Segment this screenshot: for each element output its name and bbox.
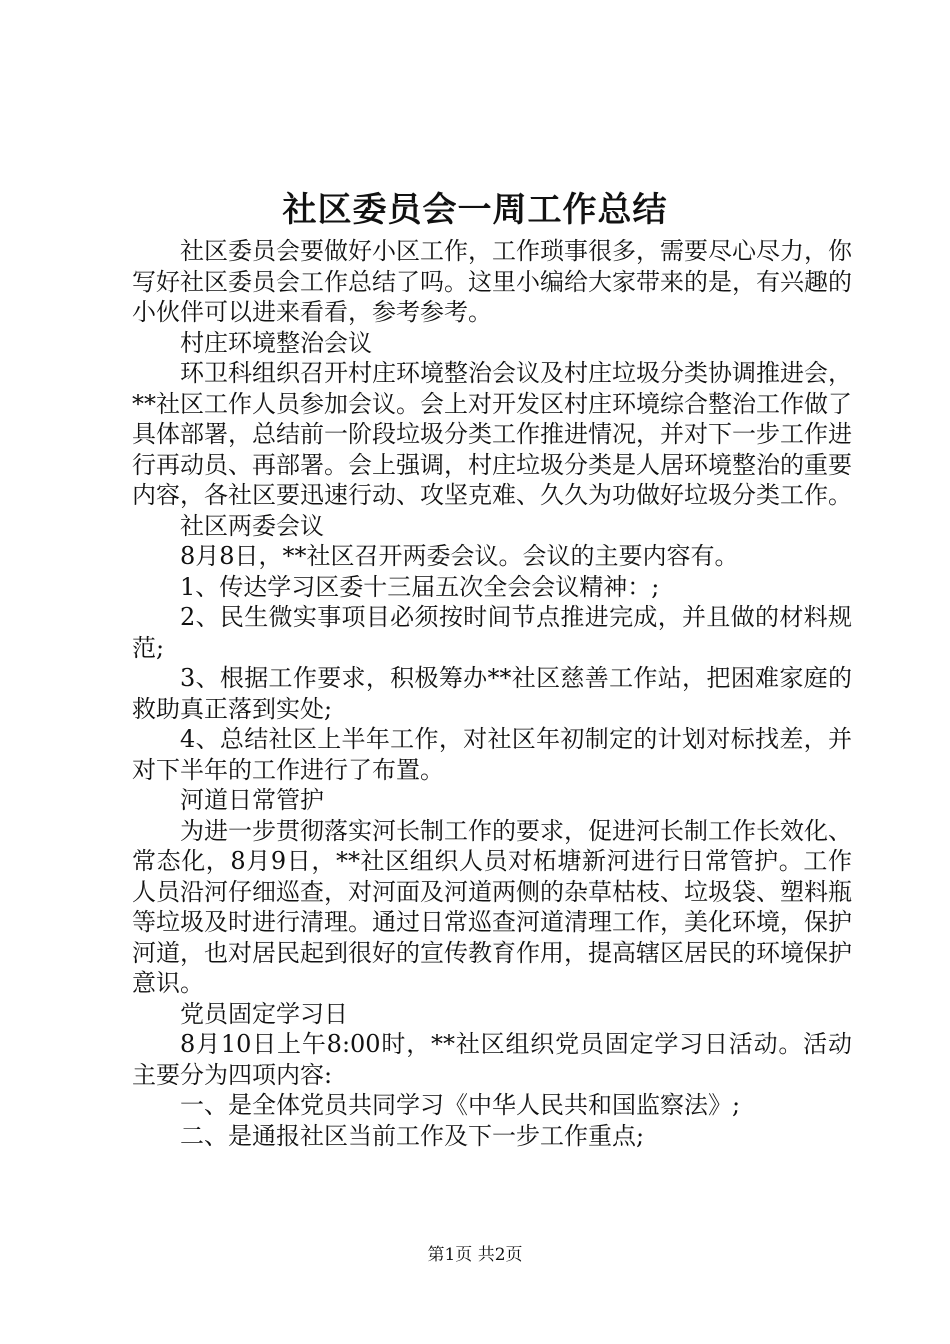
section-heading-village-environment: 村庄环境整治会议 [180, 328, 372, 357]
list-item-study-2: 二、是通报社区当前工作及下一步工作重点; [180, 1121, 645, 1150]
paragraph-river-care: 为进一步贯彻落实河长制工作的要求，促进河长制工作长效化、常态化，8月9日，**社区组织人员对柘塘新河进行日常管护。工作人员沿河仔细巡查，对河面及河道两侧的杂草枯枝、垃圾袋、塑料瓶等垃圾及时进行清理。通过日常巡查河道清理工作，美化环境，保护河道，也对居民起到很好的宣传教育作用，提高辖区居民的环境保护意识。 [132, 816, 852, 997]
paragraph-party-study-day: 8月10日上午8:00时，**社区组织党员固定学习日活动。活动主要分为四项内容: [132, 1030, 852, 1089]
list-item-1: 1、传达学习区委十三届五次全会会议精神：; [180, 572, 660, 601]
list-item-study-1: 一、是全体党员共同学习《中华人民共和国监察法》; [180, 1091, 741, 1119]
section-heading-party-study-day: 党员固定学习日 [180, 999, 348, 1028]
paragraph-intro: 社区委员会要做好小区工作，工作琐事很多，需要尽心尽力，你写好社区委员会工作总结了吗。这里小编给大家带来的是，有兴趣的小伙伴可以进来看看，参考参考。 [132, 237, 852, 326]
paragraph-two-committees: 8月8日，**社区召开两委会议。会议的主要内容有。 [180, 542, 739, 570]
list-item-2: 2、民生微实事项目必须按时间节点推进完成，并且做的材料规范; [132, 603, 852, 662]
list-item-3: 3、根据工作要求，积极筹办**社区慈善工作站，把困难家庭的救助真正落到实处; [132, 664, 852, 723]
paragraph-village-environment: 环卫科组织召开村庄环境整治会议及村庄垃圾分类协调推进会，**社区工作人员参加会议。会上对开发区村庄环境综合整治工作做了具体部署，总结前一阶段垃圾分类工作推进情况，并对下一步工作进行再动员、再部署。会上强调，村庄垃圾分类是人居环境整治的重要内容，各社区要迅速行动、攻坚克难、久久为功做好垃圾分类工作。 [132, 359, 852, 509]
list-item-4: 4、总结社区上半年工作，对社区年初制定的计划对标找差，并对下半年的工作进行了布置。 [132, 725, 852, 784]
page-number: 第1页 共2页 [427, 1245, 523, 1265]
document-title: 社区委员会一周工作总结 [282, 190, 668, 230]
section-heading-river-care: 河道日常管护 [180, 786, 324, 814]
section-heading-two-committees: 社区两委会议 [180, 511, 324, 540]
document-body [132, 236, 852, 1151]
